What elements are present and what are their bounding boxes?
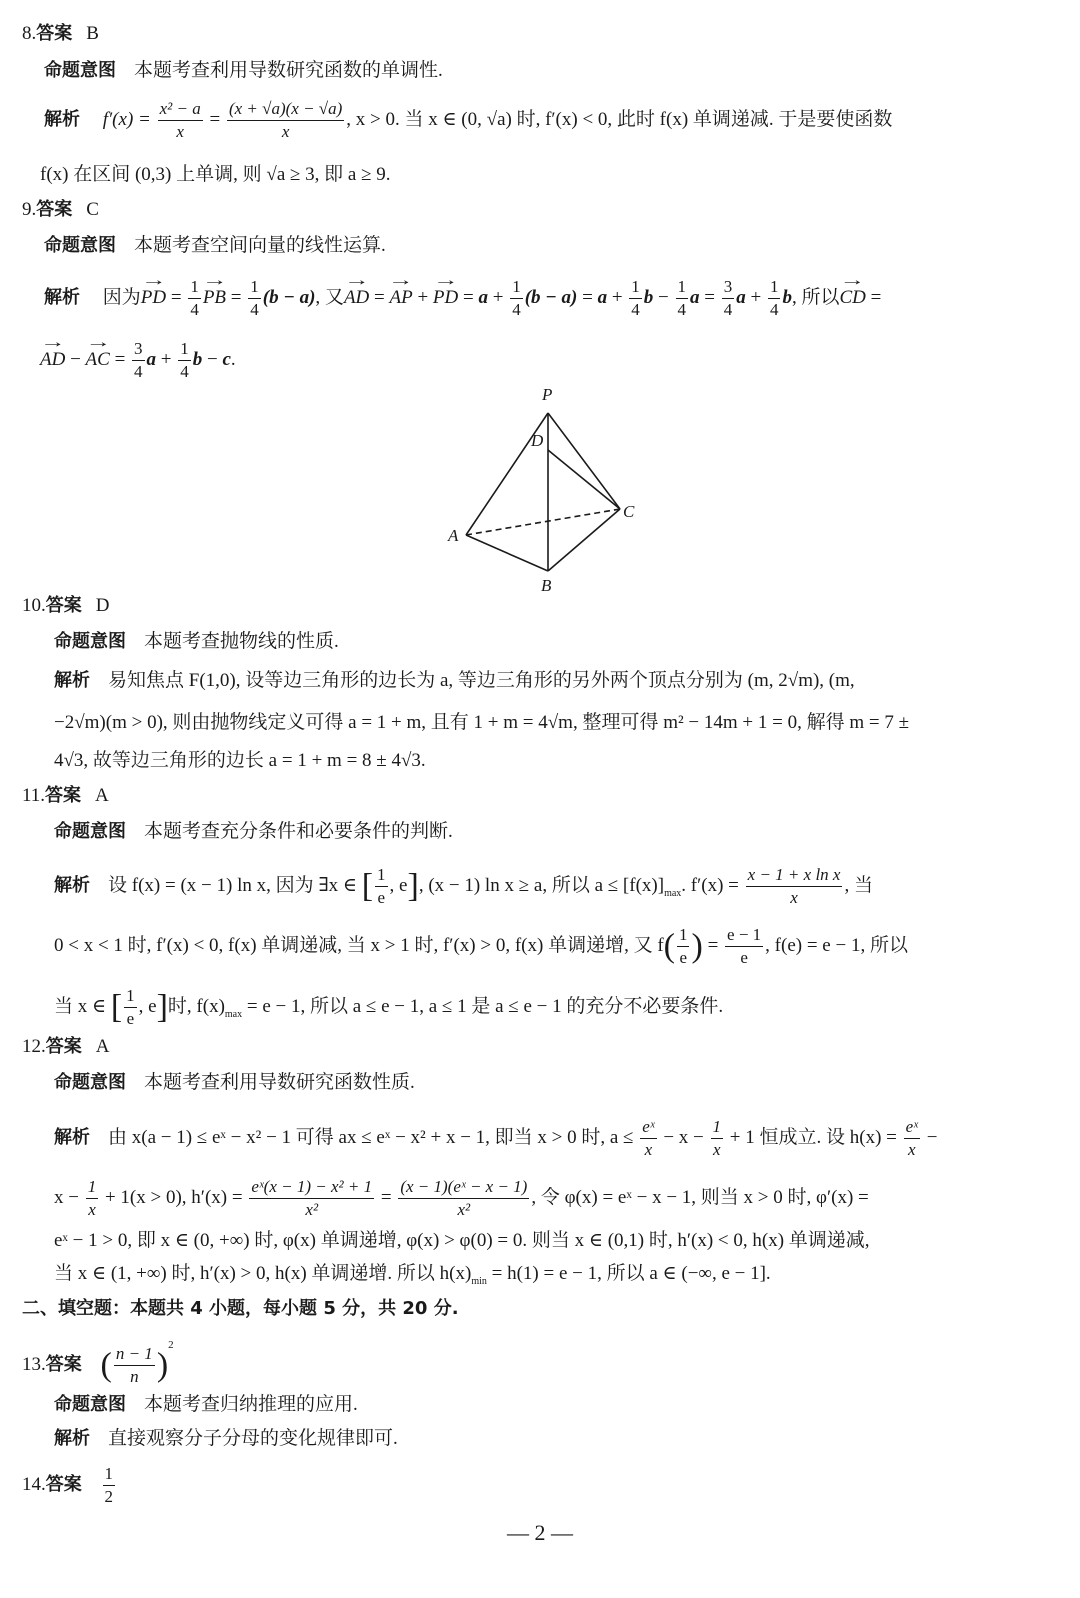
- fraction: $\frac{(x + √a)(x - √a)}{x}$: [228, 99, 343, 141]
- q11-answer: A: [95, 785, 109, 806]
- q12-analysis-line1: 解析 由 x(a − 1) ≤ eˣ − x² − 1 可得 ax ≤ eˣ − x² + x − 1, 即当 x > 0 时, a ≤ $\frac{\text{eˣ}}{x}$ − x − $\frac{1}{x}$ + 1 恒成立. 设 h(x) = $\frac{\text{eˣ}}{x}$ −: [54, 1117, 938, 1159]
- q10-answer: D: [95, 595, 110, 616]
- q12-intent: 命题意图 本题考查利用导数研究函数性质.: [54, 1072, 415, 1093]
- q11-header: 11.答案 A: [22, 785, 109, 806]
- label-B: B: [541, 576, 552, 595]
- q14-answer: $\frac{1}{2}$: [104, 1464, 113, 1506]
- q8-analysis-line1: 解析 f′(x) = $\frac{\text{x² − a}}{x}$ = $\frac{(x + √a)(x - √a)}{x}$ , x > 0. 当 x ∈ (0, √a) 时, f′(x) < 0, 此时 f(x) 单调递减. 于是要使函数: [44, 99, 893, 141]
- edge-AC-dashed: [466, 509, 620, 535]
- label-A: A: [448, 526, 459, 545]
- label-P: P: [542, 385, 553, 404]
- page-number: — 2 —: [507, 1520, 573, 1545]
- label-C: C: [623, 502, 635, 521]
- q10-analysis-line2: −2√m)(m > 0), 则由抛物线定义可得 a = 1 + m, 且有 1 + m = 4√m, 整理可得 m² − 14m + 1 = 0, 解得 m = 7 ±: [54, 712, 910, 733]
- fraction: $\frac{\text{x² − a}}{x}$: [159, 99, 201, 141]
- q12-analysis-line4: 当 x ∈ (1, +∞) 时, h′(x) > 0, h(x) 单调递增. 所以 $h(x)_{min} = h(1) = e - 1$, 所以 a ∈ (−∞, e − 1].: [54, 1263, 771, 1287]
- q12-header: 12.答案 A: [22, 1036, 110, 1057]
- q9-analysis-line1: 解析 因为→ PD = $\frac{1}{4}$ → PB = $\frac{1}{4}$ (b − a), 又→ AD = → AP + → PD = a + $\frac{1}{4}$ (b − a) = a + $\frac{1}{4}$ b − $\frac{1}{4}$ a = $\frac{3}{4}$ a + $\frac{1}{4}$ b, 所以→ CD =: [44, 278, 881, 319]
- q8-intent: 命题意图 本题考查利用导数研究函数的单调性.: [44, 60, 443, 81]
- edge-BC: [548, 509, 620, 571]
- q11-intent: 命题意图 本题考查充分条件和必要条件的判断.: [54, 821, 453, 842]
- q11-analysis-line2: 0 < x < 1 时, f′(x) < 0, f(x) 单调递减, 当 x > 1 时, f′(x) > 0, f(x) 单调递增, 又 f( $\frac{1}{e}$ ) = $\frac{e - 1}{e}$ , f(e) = e − 1, 所以: [54, 925, 908, 967]
- q14-header: 14.答案 $\frac{1}{2}$: [22, 1464, 113, 1506]
- q13-answer: ( $\frac{n - 1}{n}$ )$^2$: [100, 1339, 174, 1386]
- q8-number: 8.: [22, 23, 37, 44]
- q9-header: 9.答案 C: [22, 199, 99, 220]
- label-D: D: [531, 431, 544, 450]
- edge-PC: [548, 413, 620, 509]
- q9-intent: 命题意图 本题考查空间向量的线性运算.: [44, 235, 386, 256]
- q11-analysis-line3: 当 x ∈ [ $\frac{1}{e}$ , e]时, $f(x)_{max} = e - 1$, 所以 a ≤ e − 1, a ≤ 1 是 a ≤ e − 1 的充分不必要条件.: [54, 986, 724, 1028]
- q13-header: 13.答案 ( $\frac{n - 1}{n}$ )$^2$: [22, 1339, 174, 1386]
- section-2-heading: 二、填空题：本题共 4 小题，每小题 5 分，共 20 分.: [22, 1298, 459, 1319]
- q8-header: [22, 24, 99, 43]
- edge-DC: [548, 450, 620, 509]
- q8-answer: B: [86, 23, 99, 44]
- q13-intent: 命题意图 本题考查归纳推理的应用.: [54, 1394, 358, 1415]
- q8-analysis-line2: f(x) 在区间 (0,3) 上单调, 则 √a ≥ 3, 即 a ≥ 9.: [40, 164, 391, 185]
- q13-analysis: 解析 直接观察分子分母的变化规律即可.: [54, 1428, 398, 1449]
- tetrahedron-figure: [420, 375, 660, 595]
- q11-analysis-line1: 解析 设 f(x) = (x − 1) ln x, 因为 ∃x ∈ [ $\frac{1}{e}$ , e], (x − 1) ln x ≥ a, 所以 $a \le [f(x)]_{max}$. f′(x) = $\frac{\text{x − 1 + x ln x}}{x}$ , 当: [54, 865, 873, 907]
- q12-analysis-line3: eˣ − 1 > 0, 即 x ∈ (0, +∞) 时, φ(x) 单调递增, φ(x) > φ(0) = 0. 则当 x ∈ (0,1) 时, h′(x) < 0, h(x) 单调递减,: [54, 1230, 870, 1251]
- q9-answer: C: [86, 199, 99, 220]
- q10-intent: 命题意图 本题考查抛物线的性质.: [54, 631, 339, 652]
- q12-analysis-line2: x − $\frac{1}{x}$ + 1(x > 0), h′(x) = $\frac{\text{eˣ(x − 1) − x² + 1}}{\text{x²}}$ = $\frac{\text{(x − 1)(eˣ − x − 1)}}{\text{x²}}$ , 令 φ(x) = eˣ − x − 1, 则当 x > 0 时, φ′(x) =: [54, 1177, 869, 1219]
- q10-analysis-line3: 4√3, 故等边三角形的边长 a = 1 + m = 8 ± 4√3.: [54, 750, 426, 771]
- q10-header: 10.答案 D: [22, 595, 110, 616]
- edge-AB: [466, 535, 548, 571]
- q10-analysis-line1: 解析 易知焦点 F(1,0), 设等边三角形的边长为 a, 等边三角形的另外两个顶点分别为 (m, 2√m), (m,: [54, 670, 855, 691]
- q12-answer: A: [95, 1036, 110, 1057]
- q9-analysis-line2: → AD − → AC = $\frac{3}{4}$ a + $\frac{1}{4}$ b − c.: [40, 340, 236, 381]
- q8-answer-label: 答案: [36, 23, 73, 44]
